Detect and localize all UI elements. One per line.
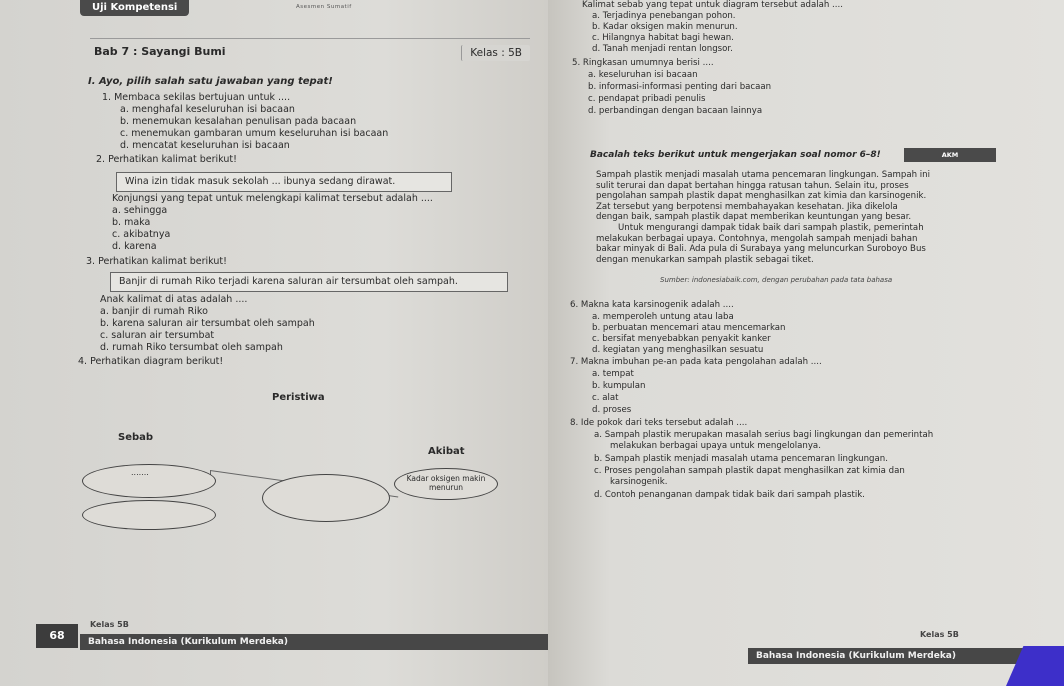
q6-option-b: b. perbuatan mencemari atau mencemarkan [592, 323, 786, 333]
diagram-sebab-blank: ....... [131, 468, 149, 477]
q8-option-b: b. Sampah plastik menjadi masalah utama pencemaran lingkungan. [594, 454, 888, 464]
passage-line: pengolahan sampah plastik dapat menghasilkan zat kimia dan karsinogenik. [596, 191, 927, 202]
q3-prompt: Anak kalimat di atas adalah .... [100, 294, 248, 305]
diagram-sebab-ellipse [82, 464, 216, 498]
passage-line: bakar minyak di Bali. Ada pula di Surabaya yang meluncurkan Suroboyo Bus [596, 244, 926, 255]
q8-question: 8. Ide pokok dari teks tersebut adalah .... [570, 418, 748, 428]
q7-option-b: b. kumpulan [592, 381, 646, 391]
q5-option-a: a. keseluruhan isi bacaan [588, 70, 698, 80]
page-number: 68 [36, 624, 78, 648]
footer-class-label: Kelas 5B [90, 620, 129, 629]
right-page [548, 0, 1064, 686]
passage-line: Zat tersebut yang berpotensi membahayakan kesehatan. Jika dikelola [596, 201, 898, 212]
q6-question: 6. Makna kata karsinogenik adalah .... [570, 300, 734, 310]
passage-line: Sampah plastik menjadi masalah utama pencemaran lingkungan. Sampah ini [596, 170, 930, 180]
q5-option-d: d. perbandingan dengan bacaan lainnya [588, 106, 763, 116]
q2-prompt: Konjungsi yang tepat untuk melengkapi kalimat tersebut adalah .... [112, 193, 433, 204]
q4-option-c: c. Hilangnya habitat bagi hewan. [592, 33, 734, 43]
q8-option-a-cont: melakukan berbagai upaya untuk mengelolanya. [610, 441, 821, 451]
diagram-akibat-label: Akibat [428, 446, 465, 457]
q7-option-d: d. proses [592, 405, 632, 415]
chapter-title: Bab 7 : Sayangi Bumi [94, 45, 226, 58]
q2-sentence-box: Wina izin tidak masuk sekolah ... ibunya sedang dirawat. [116, 172, 452, 192]
q7-question: 7. Makna imbuhan pe-an pada kata pengolahan adalah .... [570, 357, 822, 367]
reading-instruction: Bacalah teks berikut untuk mengerjakan soal nomor 6–8! [590, 150, 881, 160]
q8-option-c: c. Proses pengolahan sampah plastik dapat menghasilkan zat kimia dan [594, 466, 905, 476]
q7-option-a: a. tempat [592, 369, 634, 379]
diagram-peristiwa-ellipse [262, 474, 390, 522]
passage-source: Sumber: indonesiabaik.com, dengan perubahan pada tata bahasa [660, 276, 893, 284]
q2-question: 2. Perhatikan kalimat berikut! [96, 154, 237, 165]
q7-option-c: c. alat [592, 393, 619, 403]
q1-option-d: d. mencatat keseluruhan isi bacaan [120, 140, 290, 151]
diagram-akibat-ellipse [394, 468, 498, 500]
diagram-peristiwa-label: Peristiwa [272, 392, 325, 403]
passage-line: dengan baik, sampah plastik dapat memberikan keuntungan yang besar. [596, 212, 912, 223]
q1-option-c: c. menemukan gambaran umum keseluruhan isi bacaan [120, 128, 389, 139]
q6-option-d: d. kegiatan yang menghasilkan sesuatu [592, 345, 764, 355]
diagram-ellipse [82, 500, 216, 530]
q8-option-c-cont: karsinogenik. [610, 477, 668, 487]
q6-option-c: c. bersifat menyebabkan penyakit kanker [592, 334, 771, 344]
footer-book-title: Bahasa Indonesia (Kurikulum Merdeka) [80, 634, 548, 650]
footer-class-label: Kelas 5B [920, 630, 959, 639]
q4-option-b: b. Kadar oksigen makin menurun. [592, 22, 738, 32]
diagram-akibat-text: Kadar oksigen makin menurun [406, 474, 486, 492]
q2-option-a: a. sehingga [112, 205, 168, 216]
header-tab: Uji Kompetensi [80, 0, 189, 16]
chapter-bar [90, 38, 530, 67]
q2-option-b: b. maka [112, 217, 151, 228]
q3-question: 3. Perhatikan kalimat berikut! [86, 256, 227, 267]
q4-option-d: d. Tanah menjadi rentan longsor. [592, 44, 733, 54]
q1-option-b: b. menemukan kesalahan penulisan pada bacaan [120, 116, 357, 127]
q4-question: 4. Perhatikan diagram berikut! [78, 356, 224, 367]
footer-book-title: Bahasa Indonesia (Kurikulum Merdeka) [748, 648, 1064, 664]
q3-sentence-box: Banjir di rumah Riko terjadi karena saluran air tersumbat oleh sampah. [110, 272, 508, 292]
q3-option-c: c. saluran air tersumbat [100, 330, 215, 341]
passage-line: dengan menukarkan sampah plastik sebagai tiket. [596, 254, 814, 265]
q2-option-c: c. akibatnya [112, 229, 171, 240]
q3-option-a: a. banjir di rumah Riko [100, 306, 208, 317]
q4-option-a: a. Terjadinya penebangan pohon. [592, 11, 736, 21]
q1-option-a: a. menghafal keseluruhan isi bacaan [120, 104, 295, 115]
q1-question: 1. Membaca sekilas bertujuan untuk .... [102, 92, 291, 103]
passage-line: melakukan berbagai upaya. Contohnya, mengolah sampah menjadi bahan [596, 233, 918, 244]
class-label: Kelas : 5B [461, 45, 530, 61]
passage-line: sulit terurai dan dapat bertahan hingga ratusan tahun. Selain itu, proses [596, 180, 909, 191]
q4-cont-prompt: Kalimat sebab yang tepat untuk diagram tersebut adalah .... [582, 0, 843, 10]
header-subtitle: Asesmen Sumatif [296, 4, 352, 10]
passage-line: Untuk mengurangi dampak tidak baik dari sampah plastik, pemerintah [618, 222, 924, 233]
q8-option-a: a. Sampah plastik merupakan masalah serius bagi lingkungan dan pemerintah [594, 430, 934, 440]
q5-option-c: c. pendapat pribadi penulis [588, 94, 706, 104]
q3-option-d: d. rumah Riko tersumbat oleh sampah [100, 342, 283, 353]
q5-question: 5. Ringkasan umumnya berisi .... [572, 58, 714, 68]
q8-option-d: d. Contoh penanganan dampak tidak baik dari sampah plastik. [594, 490, 865, 500]
q3-option-b: b. karena saluran air tersumbat oleh sampah [100, 318, 315, 329]
q6-option-a: a. memperoleh untung atau laba [592, 312, 734, 322]
reading-passage [596, 170, 1040, 265]
q2-option-d: d. karena [112, 241, 157, 252]
akm-badge: AKM [904, 148, 996, 162]
section-instruction: I. Ayo, pilih salah satu jawaban yang tepat! [88, 76, 333, 87]
diagram-sebab-label: Sebab [118, 432, 154, 443]
q5-option-b: b. informasi-informasi penting dari bacaan [588, 82, 772, 92]
